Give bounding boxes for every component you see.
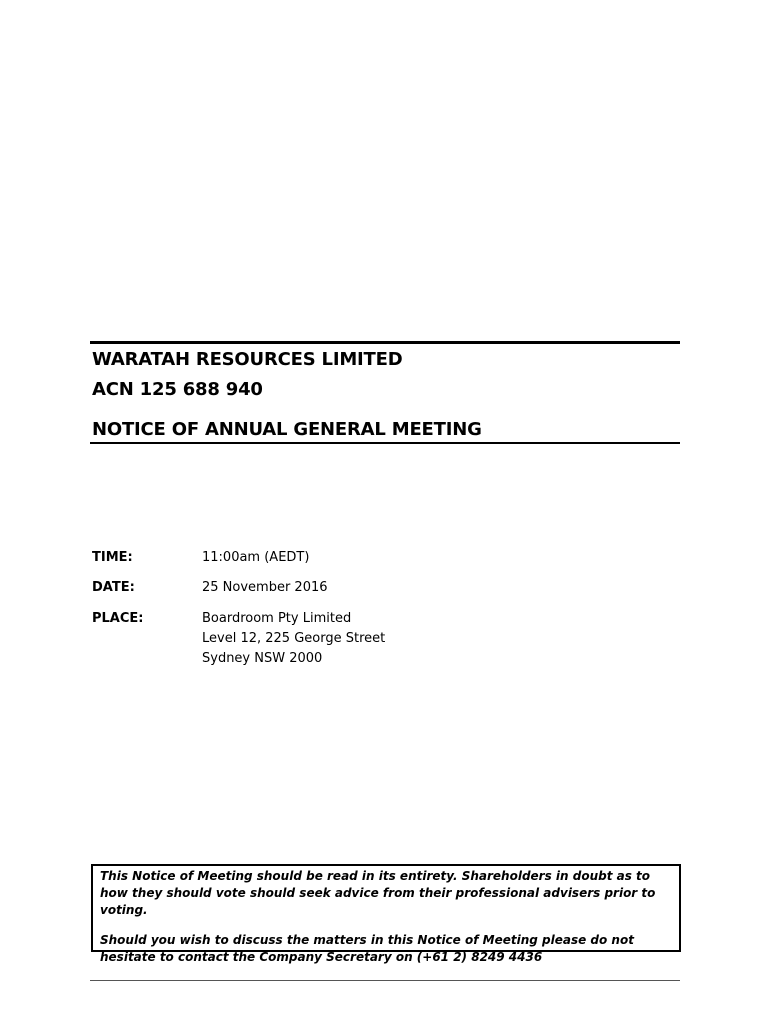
- date-label: DATE:: [92, 580, 135, 595]
- place-line-city: Sydney NSW 2000: [202, 651, 323, 666]
- place-value: [202, 609, 385, 669]
- date-value: 25 November 2016: [202, 580, 328, 595]
- time-label: TIME:: [92, 550, 133, 565]
- company-name: WARATAH RESOURCES LIMITED: [92, 349, 403, 370]
- notice-box: [91, 864, 681, 964]
- place-line-venue: Boardroom Pty Limited: [202, 611, 352, 626]
- notice-paragraph-read: This Notice of Meeting should be read in its entirety. Shareholders in doubt as to how they should vote should seek advice from their professional advisers prior to voting.: [100, 869, 656, 917]
- company-acn: ACN 125 688 940: [92, 379, 263, 400]
- title-block: [90, 341, 680, 444]
- time-value: 11:00am (AEDT): [202, 550, 310, 565]
- notice-title: NOTICE OF ANNUAL GENERAL MEETING: [92, 419, 482, 440]
- notice-paragraph-contact: Should you wish to discuss the matters in this Notice of Meeting please do not hesitate to contact the Company Secretary on (+61 2) 8249 4436: [100, 933, 634, 964]
- place-label: PLACE:: [92, 611, 144, 626]
- place-line-street: Level 12, 225 George Street: [202, 631, 386, 646]
- footer-divider: [90, 980, 680, 981]
